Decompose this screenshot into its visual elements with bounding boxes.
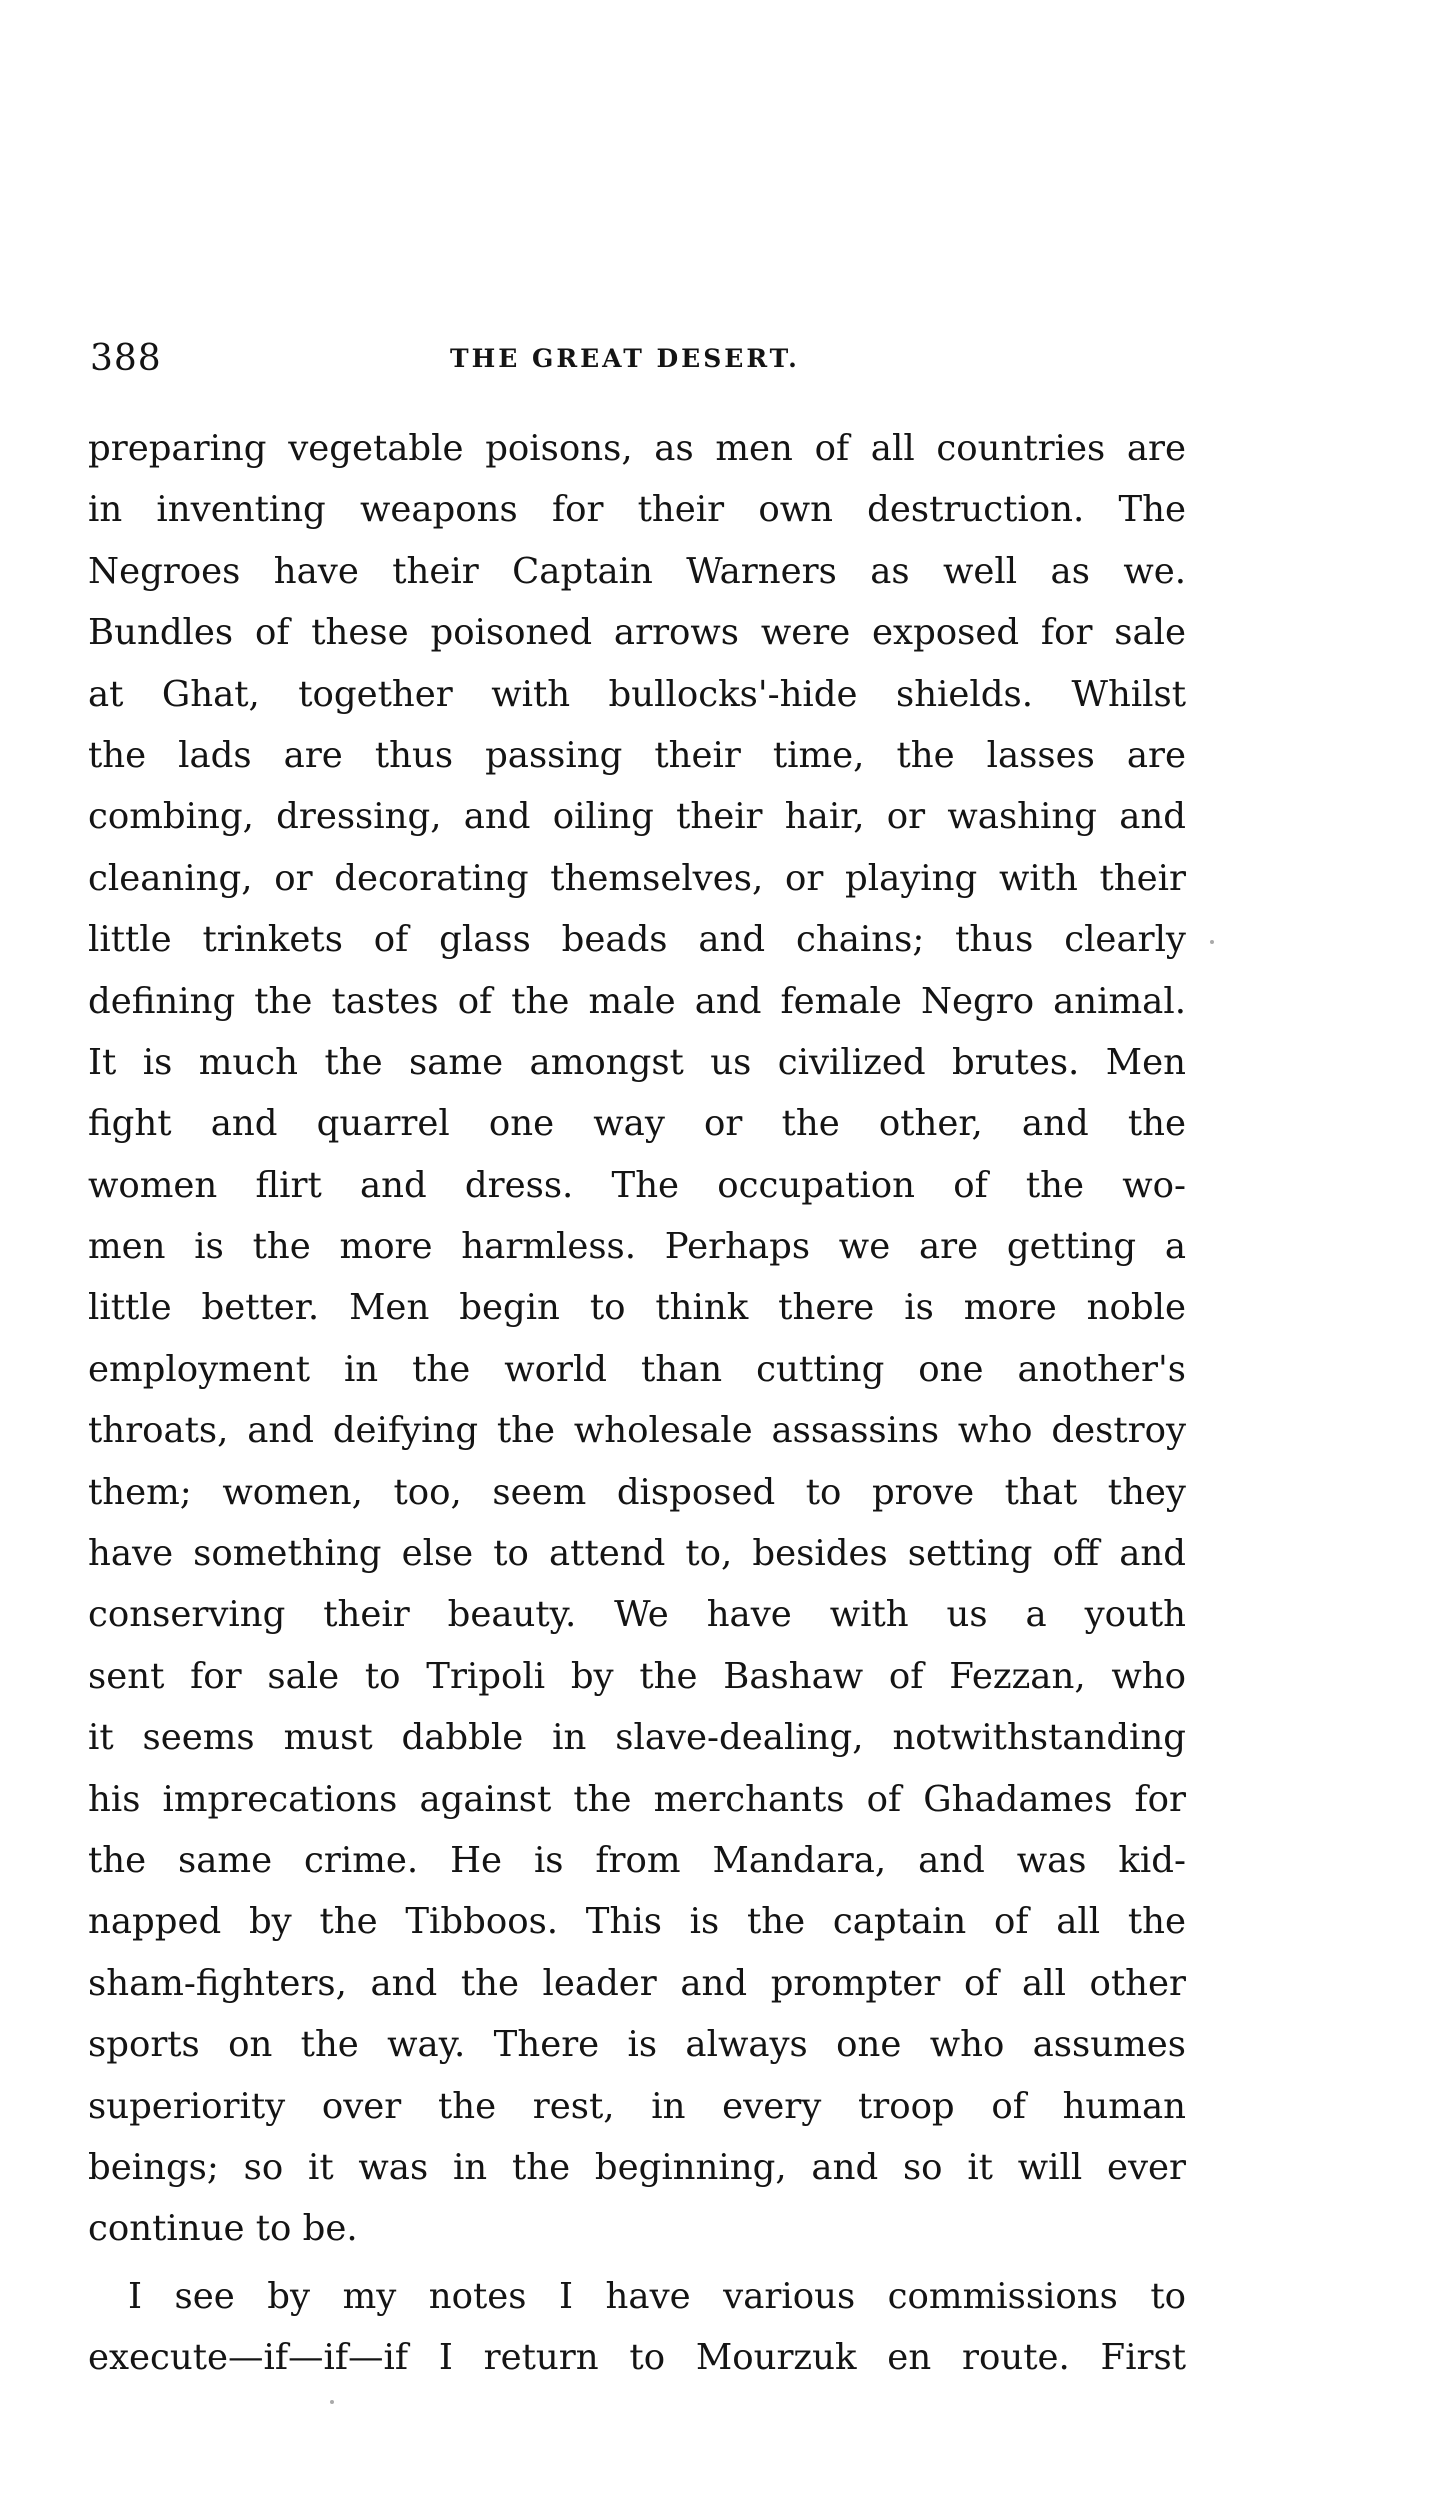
body-text [88,418,1186,2389]
text-line: beings; so it was in the beginning, and so it will ever [88,2146,1186,2188]
text-line: have something else to attend to, besides setting off and [88,1533,1186,1575]
paragraph-1 [88,418,1186,2260]
text-line: at Ghat, together with bullocks'-hide shields. Whilst [88,673,1186,715]
text-line: sports on the way. There is always one who assumes [88,2024,1186,2066]
text-line: little trinkets of glass beads and chains; thus clearly [88,919,1186,961]
print-speck [1210,940,1214,944]
text-line: employment in the world than cutting one another's [88,1348,1186,1390]
text-line: preparing vegetable poisons, as men of all countries are [88,428,1186,469]
text-line: women flirt and dress. The occupation of the wo- [88,1164,1186,1206]
text-line: them; women, too, seem disposed to prove that they [88,1471,1186,1513]
text-line: sent for sale to Tripoli by the Bashaw of Fezzan, who [88,1655,1186,1697]
text-line: little better. Men begin to think there is more noble [88,1287,1186,1329]
text-line: superiority over the rest, in every troop of human [88,2085,1186,2127]
text-line: sham-fighters, and the leader and prompter of all other [88,1962,1186,2004]
text-line: it seems must dabble in slave-dealing, notwithstanding [88,1717,1186,1759]
text-line: his imprecations against the merchants of Ghadames for [88,1778,1186,1820]
text-line: fight and quarrel one way or the other, and the [88,1103,1186,1145]
text-line: in inventing weapons for their own destruction. The [88,489,1186,531]
text-line: men is the more harmless. Perhaps we are getting a [88,1226,1186,1268]
text-line: Negroes have their Captain Warners as well as we. [88,550,1186,592]
text-line: the same crime. He is from Mandara, and was kid- [88,1839,1186,1881]
text-line: execute—if—if—if I return to Mourzuk en route. First [88,2337,1186,2379]
text-line: conserving their beauty. We have with us a youth [88,1594,1186,1636]
paragraph-2 [88,2266,1186,2389]
running-title: THE GREAT DESERT. [450,344,800,373]
page-number: 388 [90,338,162,379]
text-line: I see by my notes I have various commissions to [128,2275,1186,2317]
text-line: combing, dressing, and oiling their hair, or washing and [88,796,1186,838]
print-speck [330,2400,334,2404]
text-line: throats, and deifying the wholesale assassins who destroy [88,1410,1186,1452]
text-line: napped by the Tibboos. This is the captain of all the [88,1901,1186,1943]
text-line: cleaning, or decorating themselves, or playing with their [88,857,1186,899]
text-line: defining the tastes of the male and female Negro animal. [88,980,1186,1022]
text-line: Bundles of these poisoned arrows were exposed for sale [88,612,1186,654]
text-line: continue to be. [88,2208,358,2250]
page-header [90,338,1190,388]
text-line: It is much the same amongst us civilized brutes. Men [88,1041,1186,1083]
text-line: the lads are thus passing their time, the lasses are [88,734,1186,776]
